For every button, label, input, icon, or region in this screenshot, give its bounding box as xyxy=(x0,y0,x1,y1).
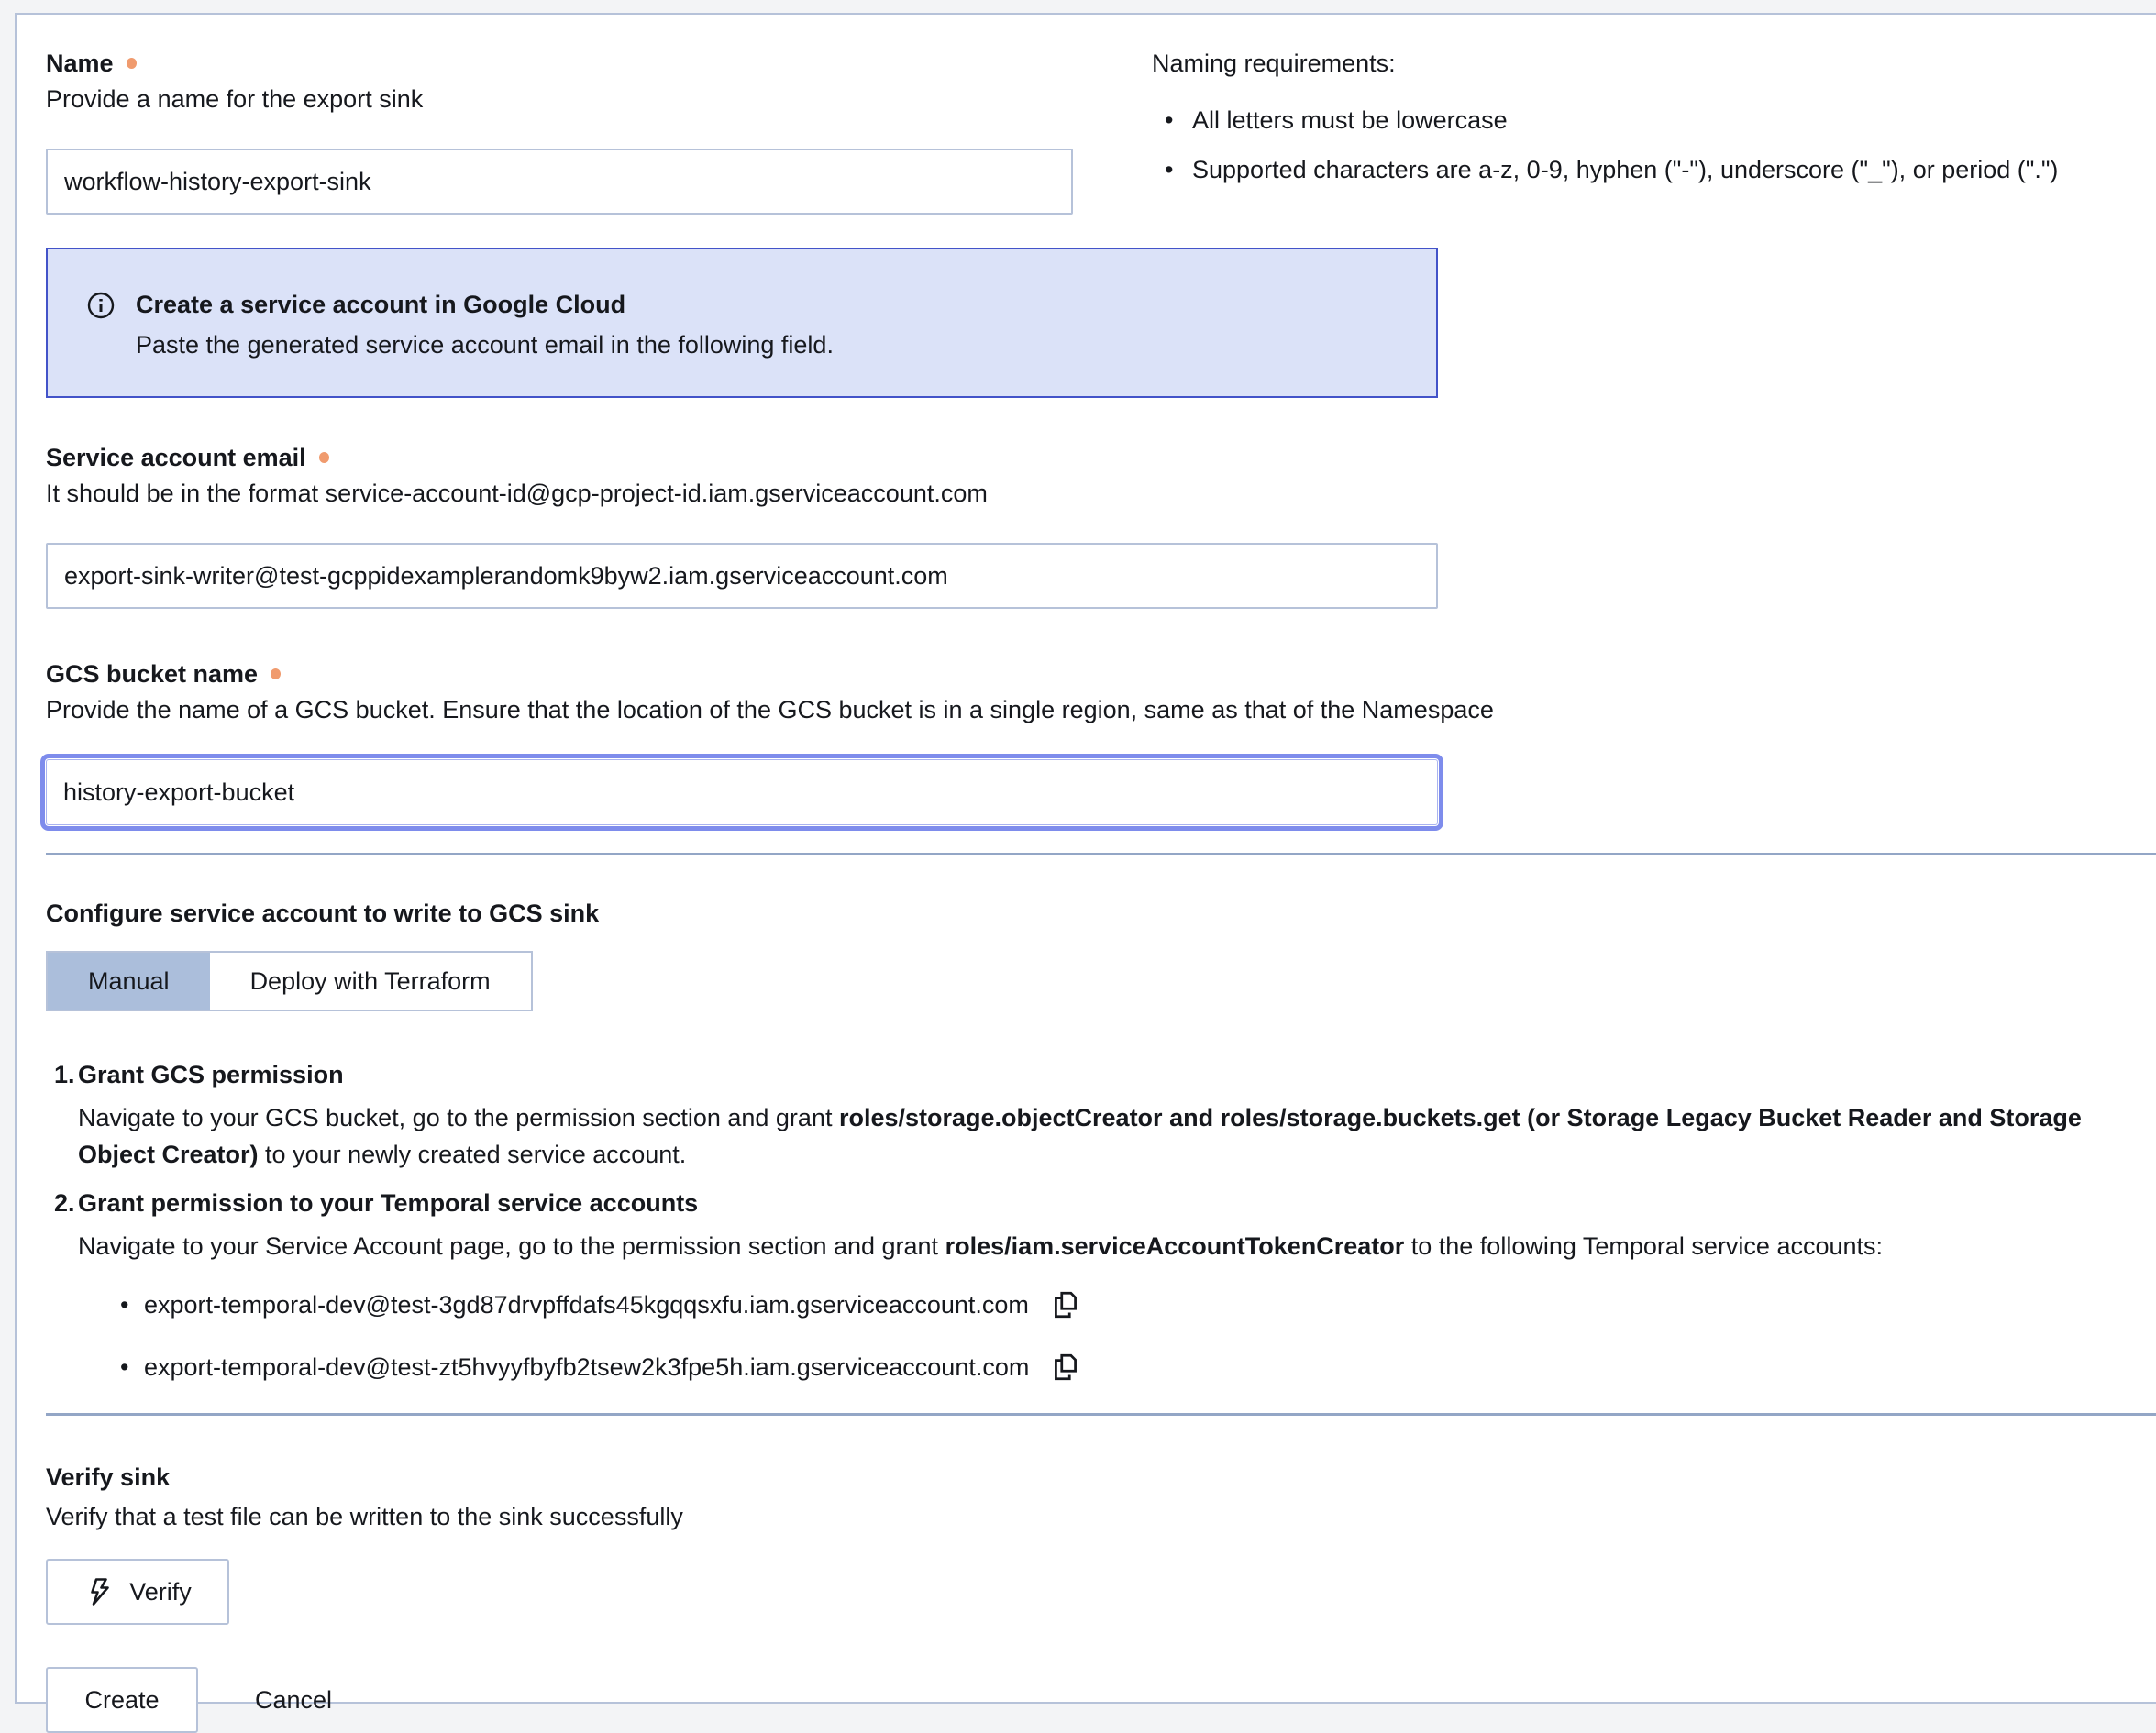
step-title: Grant GCS permission xyxy=(78,1057,2103,1092)
name-label: Name xyxy=(46,50,114,78)
section-divider xyxy=(46,1413,2156,1416)
name-label-row xyxy=(46,46,1073,81)
manual-steps-list xyxy=(54,1057,2103,1384)
export-sink-form-panel xyxy=(15,13,2156,1704)
naming-requirements-title: Naming requirements: xyxy=(1152,46,2103,81)
required-dot xyxy=(271,668,281,679)
temporal-account-email: • export-temporal-dev@test-3gd87drvpffdafs45kgqqsxfu.iam.gserviceaccount.com xyxy=(144,1288,1029,1321)
temporal-accounts-list xyxy=(120,1288,2103,1384)
service-account-label: Service account email xyxy=(46,444,306,472)
verify-button[interactable] xyxy=(46,1559,229,1625)
lightning-icon xyxy=(83,1576,115,1607)
form-actions xyxy=(46,1667,2103,1733)
info-banner-description: Paste the generated service account email in the following field. xyxy=(136,326,834,363)
verify-button-label: Verify xyxy=(129,1578,192,1606)
config-method-tabs xyxy=(46,951,533,1011)
tab-deploy-with-terraform[interactable]: Deploy with Terraform xyxy=(210,953,531,1010)
required-dot xyxy=(127,58,137,69)
name-description: Provide a name for the export sink xyxy=(46,81,1073,117)
step-body: Navigate to your GCS bucket, go to the permission section and grant roles/storage.objectCreator and roles/storage.buckets.get (or Storage Legacy Bucket Reader and Storage Object Creator) to your newly created service account. xyxy=(78,1099,2086,1173)
naming-requirements-list xyxy=(1165,103,2103,187)
step-grant-gcs-permission xyxy=(54,1057,2103,1173)
service-account-input[interactable] xyxy=(46,543,1438,609)
temporal-account-email: • export-temporal-dev@test-zt5hvyyfbyfb2tsew2k3fpe5h.iam.gserviceaccount.com xyxy=(144,1351,1029,1384)
info-banner-text xyxy=(136,286,834,363)
temporal-account-item xyxy=(120,1351,2103,1384)
gcs-bucket-field xyxy=(46,657,2103,825)
copy-icon[interactable] xyxy=(1049,1288,1082,1321)
temporal-account-item xyxy=(120,1288,2103,1321)
naming-requirements xyxy=(1152,46,2103,215)
cancel-button[interactable]: Cancel xyxy=(255,1686,332,1715)
naming-requirement-item: • All letters must be lowercase xyxy=(1165,103,2103,138)
name-input[interactable] xyxy=(46,149,1073,215)
name-field xyxy=(46,46,1073,215)
step-grant-temporal-permission xyxy=(54,1186,2103,1384)
required-dot xyxy=(319,452,329,463)
step-body: Navigate to your Service Account page, go to the permission section and grant roles/iam.serviceAccountTokenCreator to the following Temporal service accounts: xyxy=(78,1228,2086,1264)
gcs-bucket-input[interactable] xyxy=(46,759,1438,825)
service-account-description: It should be in the format service-account-id@gcp-project-id.iam.gserviceaccount.com xyxy=(46,475,2103,512)
create-button[interactable]: Create xyxy=(46,1667,198,1733)
tab-manual[interactable]: Manual xyxy=(48,953,210,1010)
gcs-bucket-label: GCS bucket name xyxy=(46,660,258,689)
service-account-label-row xyxy=(46,440,2103,475)
info-banner xyxy=(46,248,1438,398)
verify-section-title: Verify sink xyxy=(46,1460,2103,1495)
info-icon xyxy=(86,291,116,320)
info-banner-title: Create a service account in Google Cloud xyxy=(136,286,834,323)
naming-requirement-item: • Supported characters are a-z, 0-9, hyphen ("-"), underscore ("_"), or period (".") xyxy=(1165,152,2103,187)
verify-description: Verify that a test file can be written to the sink successfully xyxy=(46,1498,2103,1535)
copy-icon[interactable] xyxy=(1049,1351,1082,1384)
configure-section-title: Configure service account to write to GCS sink xyxy=(46,896,2103,931)
gcs-bucket-label-row xyxy=(46,657,2103,691)
section-divider xyxy=(46,853,2156,855)
step-title: Grant permission to your Temporal service accounts xyxy=(78,1186,2103,1220)
gcs-bucket-description: Provide the name of a GCS bucket. Ensure that the location of the GCS bucket is in a single region, same as that of the Namespace xyxy=(46,691,2103,728)
service-account-field xyxy=(46,440,2103,609)
name-and-requirements-row xyxy=(46,46,2103,215)
